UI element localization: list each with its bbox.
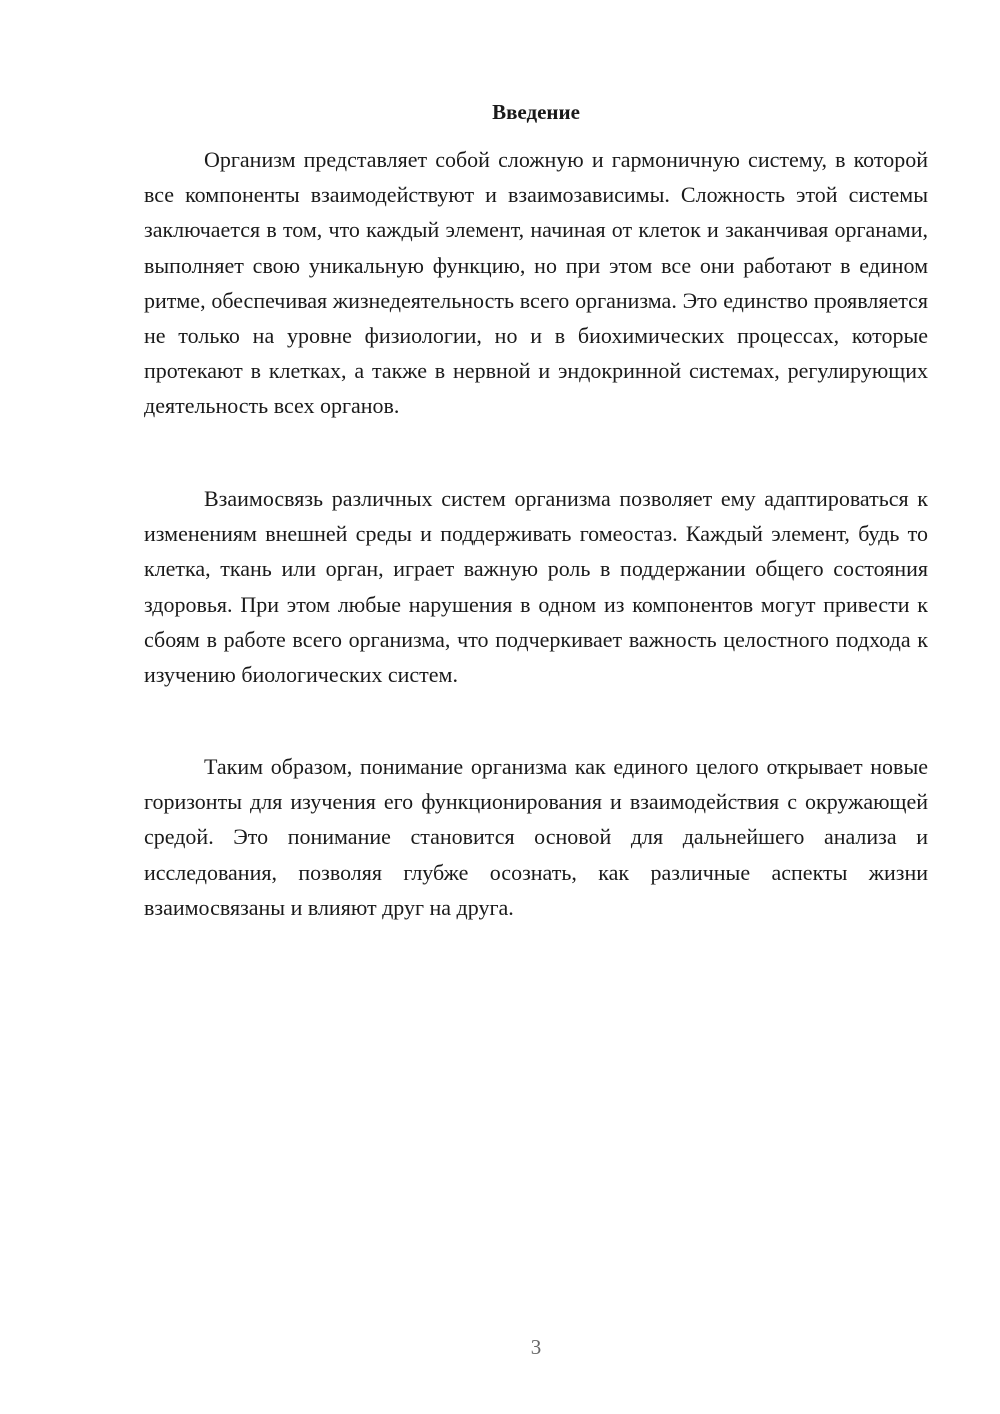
paragraph-3: Таким образом, понимание организма как единого целого открывает новые горизонты для изучения его функционирования и взаимодействия с окружающей средой. Это понимание становится основой для дальнейшего анализа и исследования, позволяя глубже осознать, как различные аспекты жизни взаимосвязаны и влияют друг на друга. xyxy=(144,754,928,920)
paragraph-2: Взаимосвязь различных систем организма позволяет ему адаптироваться к изменениям внешней среды и поддерживать гомеостаз. Каждый элемент, будь то клетка, ткань или орган, играет важную роль в поддержании общего состояния здоровья. При этом любые нарушения в одном из компонентов могут привести к сбоям в работе всего организма, что подчеркивает важность целостного подхода к изучению биологических систем. xyxy=(144,486,928,688)
section-title: Введение xyxy=(492,100,580,124)
page-number: 3 xyxy=(530,1335,542,1359)
paragraph-1: Организм представляет собой сложную и гармоничную систему, в которой все компоненты взаимодействуют и взаимозависимы. Сложность этой системы заключается в том, что каждый элемент, начиная от клеток и заканчивая органами, выполняет свою уникальную функцию, но при этом все они работают в едином ритме, обеспечивая жизнедеятельность всего организма. Это единство проявляется не только на уровне физиологии, но и в биохимических процессах, которые протекают в клетках, а также в нервной и эндокринной системах, регулирующих деятельность всех органов. xyxy=(144,147,928,419)
